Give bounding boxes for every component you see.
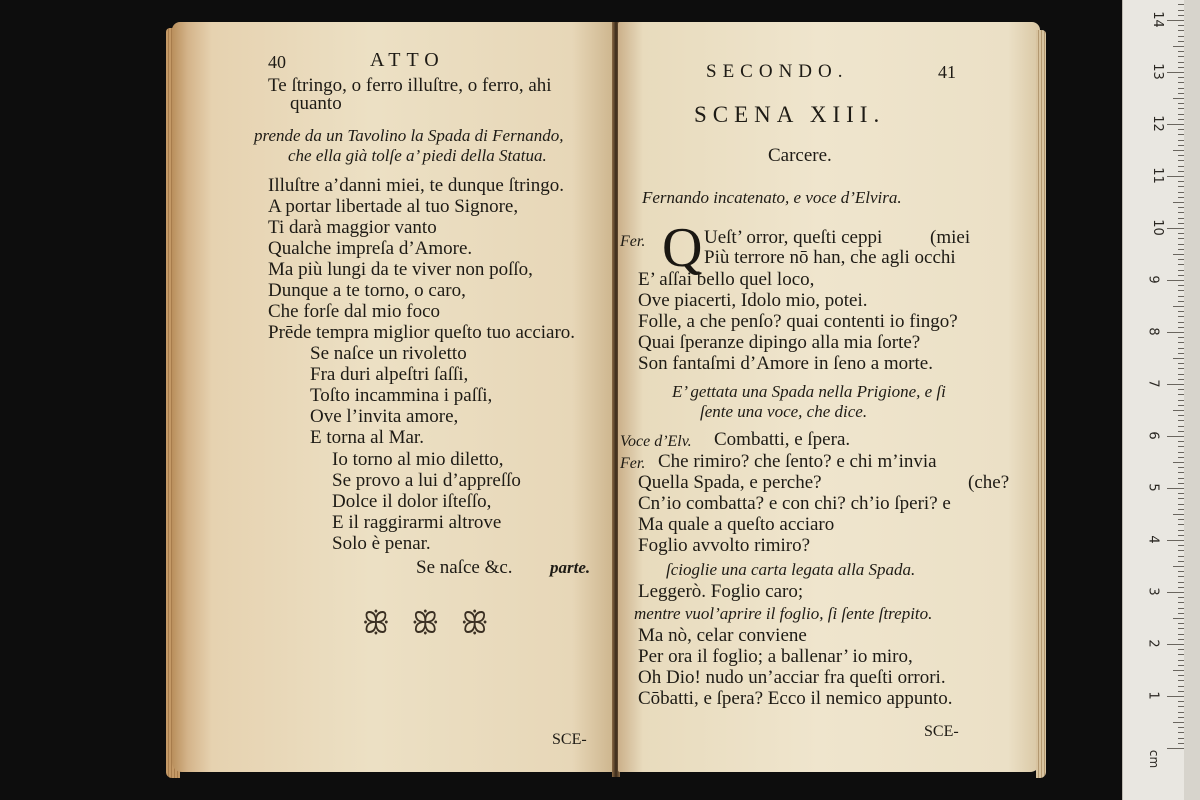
text-line: Che rimiro? che ſento? e chi m’invia <box>658 451 937 472</box>
ruler-number: 8 <box>1145 327 1161 336</box>
ruler-number: 7 <box>1145 379 1161 388</box>
stage-direction: prende da un Tavolino la Spada di Fernando, <box>254 126 564 145</box>
catchword-right: SCE- <box>924 723 959 740</box>
text-line: Quella Spada, e perche? <box>638 472 822 493</box>
ruler-tick <box>1167 72 1185 73</box>
text-line: Te ſtringo, o ferro illuſtre, o ferro, ahi <box>268 75 552 96</box>
stage-direction: E’ gettata una Spada nella Prigione, e ſi <box>672 382 946 401</box>
text-line: Solo è penar. <box>332 533 431 554</box>
ruler-number: 4 <box>1145 535 1161 544</box>
text-line: Se provo a lui d’appreſſo <box>332 470 521 491</box>
drop-cap: Q <box>662 217 703 279</box>
text-line: Prēde tempra miglior queſto tuo acciaro. <box>268 322 576 343</box>
ruler-number: 2 <box>1145 639 1161 648</box>
ruler-number: 6 <box>1145 431 1161 440</box>
text-line: Toſto incammina i paſſi, <box>310 385 493 406</box>
running-head-right: SECONDO. <box>706 61 849 82</box>
ruler-tick <box>1167 644 1185 645</box>
ruler-number: 12 <box>1149 115 1165 132</box>
text-line: Dunque a te torno, o caro, <box>268 280 466 301</box>
exit-direction: parte. <box>550 558 591 577</box>
text-line: E’ aſſai bello quel loco, <box>638 269 815 290</box>
text-line: Se naſce &c. <box>416 557 513 578</box>
stage-direction: ſente una voce, che dice. <box>700 402 868 421</box>
ruler-number: 11 <box>1149 167 1165 184</box>
text-line: Leggerò. Foglio caro; <box>638 581 804 602</box>
catchword-left: SCE- <box>552 731 587 748</box>
ruler-unit-label: cm <box>1147 749 1162 769</box>
ruler-tick <box>1167 280 1185 281</box>
text-line: Cn’io combatta? e con chi? ch’io ſperi? e <box>638 493 951 514</box>
left-page <box>172 22 614 772</box>
page-number-right: 41 <box>938 62 956 82</box>
ruler-number: 10 <box>1149 219 1165 236</box>
ruler-tick <box>1167 384 1185 385</box>
text-line: Ma nò, celar conviene <box>638 625 807 646</box>
text-line: E torna al Mar. <box>310 427 424 448</box>
measurement-ruler <box>1122 0 1185 800</box>
ruler-tick <box>1167 488 1185 489</box>
text-line: Dolce il dolor iſteſſo, <box>332 491 492 512</box>
stage-direction: ſcioglie una carta legata alla Spada. <box>666 560 916 579</box>
text-line: E il raggirarmi altrove <box>332 512 502 533</box>
text-line: Se naſce un rivoletto <box>310 343 467 364</box>
stage-direction: che ella già tolſe a’ piedi della Statua. <box>288 146 547 165</box>
ruler-number: 5 <box>1145 483 1161 492</box>
turnover-text: (che? <box>968 472 1010 493</box>
ruler-tick <box>1167 540 1185 541</box>
scene-setting: Carcere. <box>768 145 832 166</box>
ruler-edge <box>1184 0 1200 800</box>
scene-title: SCENA XIII. <box>694 102 886 127</box>
text-line: Foglio avvolto rimiro? <box>638 535 811 556</box>
text-line: Per ora il foglio; a ballenar’ io miro, <box>638 646 913 667</box>
ruler-tick <box>1167 176 1185 177</box>
text-line: Più terrore nō han, che agli occhi <box>704 247 956 268</box>
ruler-tick <box>1167 696 1185 697</box>
stage-direction: mentre vuol’aprire il foglio, ſi ſente ſtrepito. <box>634 604 933 623</box>
text-line: Son fantaſmi d’Amore in ſeno a morte. <box>638 353 933 374</box>
right-page <box>618 22 1040 772</box>
ruler-number: 1 <box>1145 691 1161 700</box>
text-line: Io torno al mio diletto, <box>332 449 504 470</box>
page-block-edge-right <box>1036 30 1046 778</box>
text-line: Ove piacerti, Idolo mio, potei. <box>638 290 868 311</box>
speaker-label: Fer. <box>620 233 646 250</box>
ruler-tick <box>1167 124 1185 125</box>
text-line: Combatti, e ſpera. <box>714 429 851 450</box>
text-line: A portar libertade al tuo Signore, <box>268 196 519 217</box>
text-line: Qualche impreſa d’Amore. <box>268 238 473 259</box>
text-line: Ti darà maggior vanto <box>268 217 437 238</box>
text-line: Ueſt’ orror, queſti ceppi <box>704 227 883 248</box>
text-line: Che forſe dal mio foco <box>268 301 441 322</box>
text-line: Oh Dio! nudo un’acciar fra queſti orrori. <box>638 667 946 688</box>
character-list: Fernando incatenato, e voce d’Elvira. <box>642 188 902 207</box>
text-line: Fra duri alpeſtri ſaſſi, <box>310 364 469 385</box>
ruler-tick <box>1167 436 1185 437</box>
turnover-text: (miei <box>930 227 971 248</box>
speaker-label: Voce d’Elv. <box>620 433 692 450</box>
ruler-number: 13 <box>1149 63 1165 80</box>
ruler-tick <box>1167 592 1185 593</box>
text-line: Folle, a che penſo? quai contenti io fingo? <box>638 311 958 332</box>
ruler-number: 9 <box>1145 275 1161 284</box>
text-line: Cōbatti, e ſpera? Ecco il nemico appunto. <box>638 688 953 709</box>
ruler-number: 3 <box>1145 587 1161 596</box>
speaker-label: Fer. <box>620 455 646 472</box>
page-number-left: 40 <box>268 52 286 72</box>
ruler-tick <box>1167 332 1185 333</box>
text-line: Ma più lungi da te viver non poſſo, <box>268 259 533 280</box>
text-line: quanto <box>290 93 342 114</box>
text-line: Quai ſperanze dipingo alla mia ſorte? <box>638 332 921 353</box>
ruler-tick <box>1167 20 1185 21</box>
text-line: Ove l’invita amore, <box>310 406 459 427</box>
open-book <box>172 22 1040 780</box>
ruler-tick <box>1167 748 1185 749</box>
text-line: Illuſtre a’danni miei, te dunque ſtringo. <box>268 175 565 196</box>
running-head-left: ATTO <box>370 49 445 71</box>
text-line: Ma quale a queſto acciaro <box>638 514 835 535</box>
ruler-number: 14 <box>1149 11 1165 28</box>
ornament-fleuron: ꕥ ꕥ ꕥ <box>362 606 495 641</box>
ruler-tick <box>1167 228 1185 229</box>
